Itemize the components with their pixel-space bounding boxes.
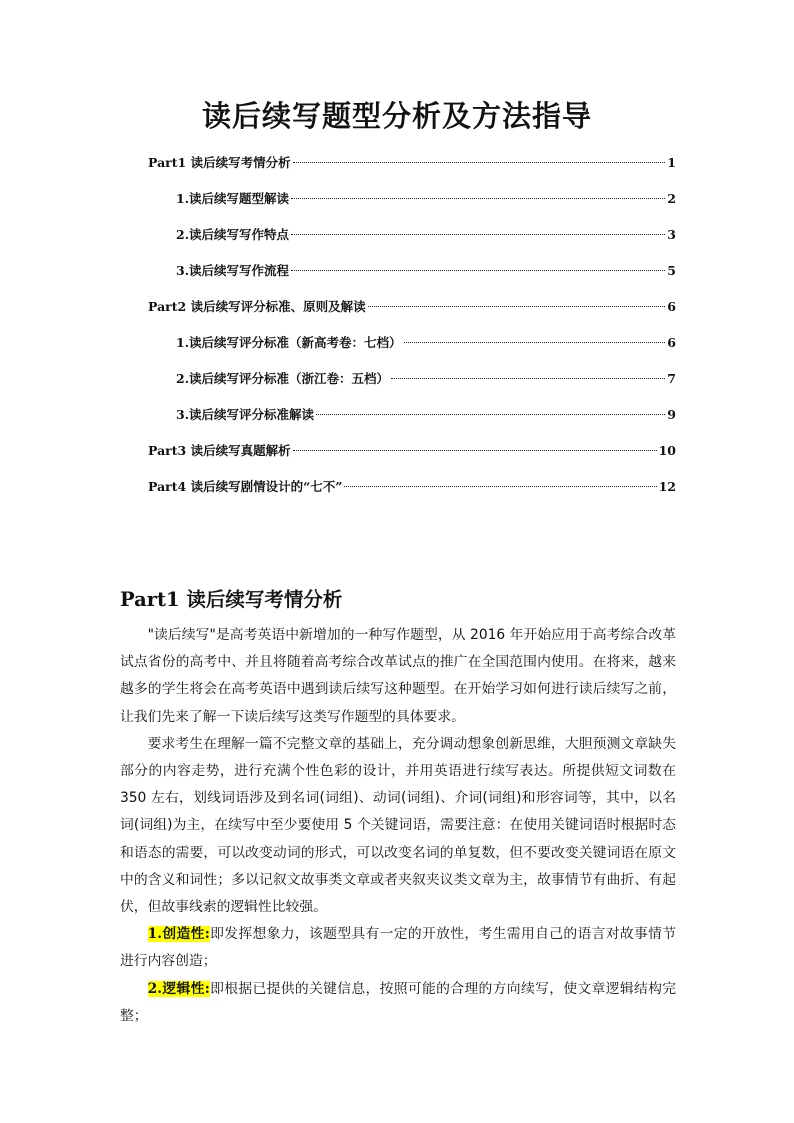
toc-dot-leader	[404, 342, 666, 343]
toc-entry-label: Part1 读后续写考情分析	[148, 155, 291, 170]
point-paragraph	[120, 976, 676, 1030]
toc-entry[interactable]	[148, 368, 676, 404]
point-paragraph	[120, 921, 676, 975]
toc-entry-label: 1.读后续写题型解读	[176, 191, 290, 206]
toc-entry-page: 1	[667, 155, 676, 170]
toc-dot-leader	[368, 306, 666, 307]
toc-entry-page: 9	[667, 407, 676, 422]
toc-dot-leader	[293, 162, 666, 163]
toc-entry-label: 3.读后续写评分标准解读	[176, 407, 315, 422]
toc-entry-page: 6	[667, 299, 676, 314]
toc-dot-leader	[291, 270, 665, 271]
body-paragraph: "读后续写"是高考英语中新增加的一种写作题型，从 2016 年开始应用于高考综合改革试点省份的高考中、并且将随着高考综合改革试点的推广在全国范围内使用。在将来，越来越多的学生将会在高考英语中遇到读后续写这种题型。在开始学习如何进行读后续写之前，让我们先来了解一下读后续写这类写作题型的具体要求。	[120, 627, 676, 725]
toc-entry[interactable]	[148, 332, 676, 368]
toc-entry-label: Part4 读后续写剧情设计的“七不”	[148, 479, 343, 494]
document-title: 读后续写题型分析及方法指导	[201, 99, 592, 133]
toc-entry[interactable]	[148, 188, 676, 224]
toc-dot-leader	[316, 414, 665, 415]
toc-entry-page: 5	[667, 263, 676, 278]
toc-entry-label: 1.读后续写评分标准（新高考卷：七档）	[176, 335, 402, 350]
toc-entry-label: Part3 读后续写真题解析	[148, 443, 291, 458]
toc-dot-leader	[291, 198, 665, 199]
toc-dot-leader	[344, 486, 656, 487]
toc-entry[interactable]	[148, 476, 676, 512]
table-of-contents	[148, 152, 676, 512]
toc-entry-label: Part2 读后续写评分标准、原则及解读	[148, 299, 366, 314]
toc-entry[interactable]	[148, 224, 676, 260]
toc-entry-page: 7	[667, 371, 676, 386]
toc-dot-leader	[293, 450, 657, 451]
toc-entry[interactable]	[148, 260, 676, 296]
toc-dot-leader	[391, 378, 665, 379]
toc-entry-label: 2.读后续写评分标准（浙江卷：五档）	[176, 371, 390, 386]
section-heading: Part1 读后续写考情分析	[120, 588, 343, 611]
point-text: 即发挥想象力，该题型具有一定的开放性，考生需用自己的语言对故事情节进行内容创造；	[120, 926, 677, 970]
toc-entry[interactable]	[148, 152, 676, 188]
toc-entry-label: 3.读后续写写作流程	[176, 263, 290, 278]
toc-entry[interactable]	[148, 296, 676, 332]
body-paragraph: 要求考生在理解一篇不完整文章的基础上，充分调动想象创新思维，大胆预测文章缺失部分的内容走势，进行充满个性色彩的设计，并用英语进行续写表达。所提供短文词数在 350 左右，划线词语涉及到名词(词组)、动词(词组)、介词(词组)和形容词等，其中，以名词(词组)为主，在续写中至少要使用 5 个关键词语，需要注意：在使用关键词语时根据时态和语态的需要，可以改变动词的形式，可以改变名词的单复数，但不要改变关键词语在原文中的含义和词性；多以记叙文故事类文章或者夹叙夹议类文章为主，故事情节有曲折、有起伏，但故事线索的逻辑性比较强。	[120, 735, 676, 916]
toc-entry[interactable]	[148, 440, 676, 476]
section-body	[120, 622, 676, 1030]
toc-dot-leader	[291, 234, 665, 235]
point-label: 2.逻辑性:	[147, 980, 210, 997]
toc-entry-page: 12	[658, 479, 676, 494]
toc-entry-page: 6	[667, 335, 676, 350]
toc-entry[interactable]	[148, 404, 676, 440]
point-text: 即根据已提供的关键信息，按照可能的合理的方向续写，使文章逻辑结构完整；	[120, 980, 677, 1024]
point-label: 1.创造性:	[147, 926, 210, 943]
toc-entry-page: 2	[667, 191, 676, 206]
toc-entry-label: 2.读后续写写作特点	[176, 227, 290, 242]
toc-entry-page: 10	[658, 443, 676, 458]
toc-entry-page: 3	[667, 227, 676, 242]
